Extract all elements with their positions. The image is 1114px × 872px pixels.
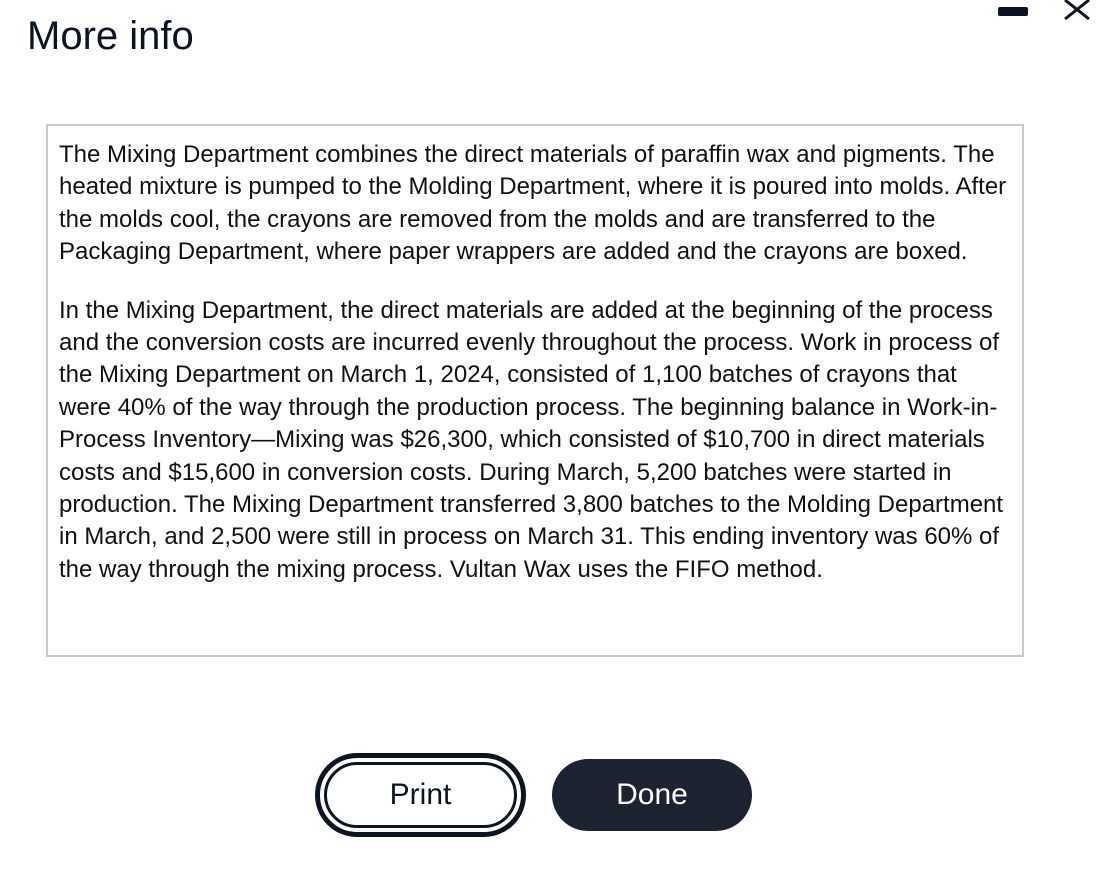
print-button[interactable] — [315, 753, 526, 837]
info-text-box — [46, 124, 1024, 657]
close-icon[interactable] — [1060, 0, 1094, 22]
info-paragraph-1: The Mixing Department combines the direct materials of paraffin wax and pigments. The heated mixture is pumped to the Molding Department, where it is poured into molds. After the molds cool, the crayons are removed from the molds and are transferred to the Packaging Department, where paper wrappers are added and the crayons are boxed. — [59, 141, 1007, 266]
minimize-icon[interactable] — [998, 7, 1028, 16]
dialog-title: More info — [27, 14, 194, 58]
print-button-label: Print — [324, 762, 517, 828]
info-paragraph-2: In the Mixing Department, the direct materials are added at the beginning of the process and the conversion costs are incurred evenly throughout the process. Work in process of the Mixing Department on March 1, 2024, consisted of 1,100 batches of crayons that were 40% of the way through the production process. The beginning balance in Work-in-Process Inventory—Mixing was $26,300, which consisted of $10,700 in direct materials costs and $15,600 in conversion costs. During March, 5,200 batches were started in production. The Mixing Department transferred 3,800 batches to the Molding Department in March, and 2,500 were still in process on March 31. This ending inventory was 60% of the way through the mixing process. Vultan Wax uses the FIFO method. — [59, 296, 1004, 583]
done-button[interactable]: Done — [552, 759, 752, 831]
